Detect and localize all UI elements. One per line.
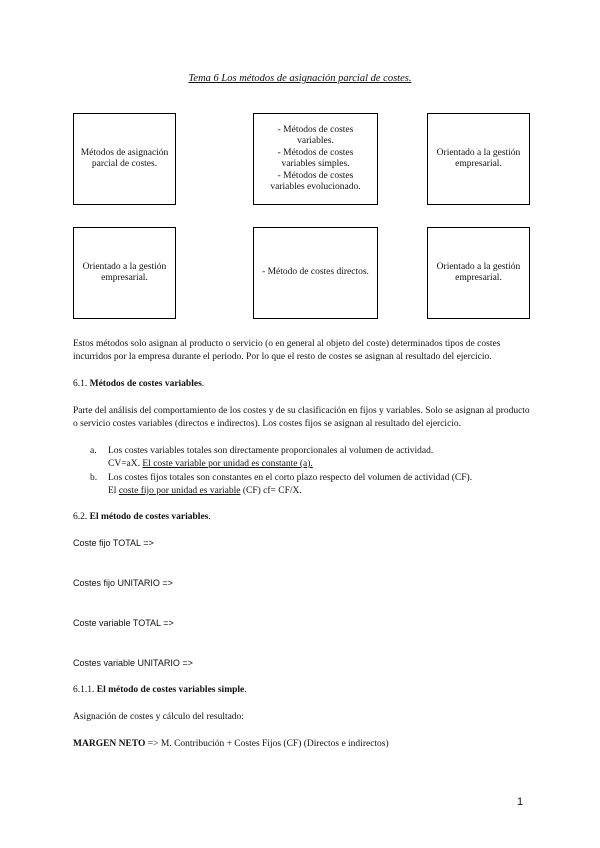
formula-text: CV=aX. <box>108 459 143 469</box>
list-item-a-line1: Los costes variables totales son directamente proporcionales al volumen de actividad. <box>108 446 434 456</box>
section-title: Métodos de costes variables <box>87 379 202 389</box>
box-direct-costs <box>253 227 378 319</box>
section-end: . <box>244 685 247 695</box>
margin-formula: => M. Contribución + Costes Fijos (CF) (Directos e indirectos) <box>145 739 389 749</box>
box-text: Orientado a la gestión empresarial. <box>436 147 521 169</box>
line-cv-total: Coste variable TOTAL => <box>73 618 174 628</box>
list-item-a-line2 <box>108 458 313 471</box>
page-number: 1 <box>517 796 524 808</box>
margin-line <box>73 739 389 749</box>
box-orientation-2 <box>73 227 176 319</box>
section-end: . <box>201 379 205 389</box>
list-item-b-line1: Los costes fijos totales son constantes en el corto plazo respecto del volumen de actividad (CF). <box>108 473 473 483</box>
section-heading-6-2 <box>73 512 211 522</box>
list-item-b-line2 <box>108 485 302 498</box>
underlined-text: El coste variable por unidad es constante (a). <box>142 459 313 469</box>
section1-paragraph: Parte del análisis del comportamiento de los costes y de su clasificación en fijos y variables. Solo se asignan al producto o servicio costes variables (directos e indirectos). Los costes fijos se asignan al resultado del ejercicio. <box>73 406 530 429</box>
section-heading-6-1-1 <box>73 685 247 695</box>
box-variable-methods <box>253 113 378 205</box>
underlined-text: coste fijo por unidad es variable <box>118 486 241 496</box>
line-cf-total: Coste fijo TOTAL => <box>73 538 154 548</box>
box-text: Orientado a la gestión empresarial. <box>82 261 167 283</box>
section-number: 6.2. <box>73 512 88 522</box>
box-text: - Método de costes directos. <box>262 267 369 278</box>
line-cf-unit: Costes fijo UNITARIO => <box>73 578 173 588</box>
section-heading-6-1 <box>73 379 204 389</box>
section-title: El método de costes variables simple <box>94 685 245 695</box>
section-number: 6.1.1. <box>73 685 95 695</box>
list-marker-b: b. <box>90 473 98 483</box>
line-cv-unit: Costes variable UNITARIO => <box>73 658 193 668</box>
box-orientation-1 <box>427 113 530 205</box>
margin-label: MARGEN NETO <box>73 739 146 749</box>
box-text: Orientado a la gestión empresarial. <box>436 261 521 283</box>
assignment-text: Asignación de costes y cálculo del resultado: <box>73 712 244 722</box>
box-text: - Métodos de costes variables. - Métodos de costes variables simples. - Métodos de costes variables evolucionado. <box>270 124 361 192</box>
section-number: 6.1. <box>73 379 88 389</box>
section-title: El método de costes variables <box>87 512 209 522</box>
page-title: Tema 6 Los métodos de asignación parcial de costes. <box>188 73 412 84</box>
plain-text: El <box>108 486 119 496</box>
list-marker-a: a. <box>90 446 97 456</box>
box-text: Métodos de asignación parcial de costes. <box>80 147 169 169</box>
box-method-partial <box>73 113 176 205</box>
box-orientation-3 <box>427 227 530 319</box>
intro-paragraph: Estos métodos solo asignan al producto o servicio (o en general al objeto del coste) determinados tipos de costes incurridos por la empresa durante el periodo. Por lo que el resto de costes se asignan al resultado del ejercicio. <box>73 339 501 362</box>
formula-text: (CF) cf= CF/X. <box>240 486 302 496</box>
section-end: . <box>208 512 211 522</box>
